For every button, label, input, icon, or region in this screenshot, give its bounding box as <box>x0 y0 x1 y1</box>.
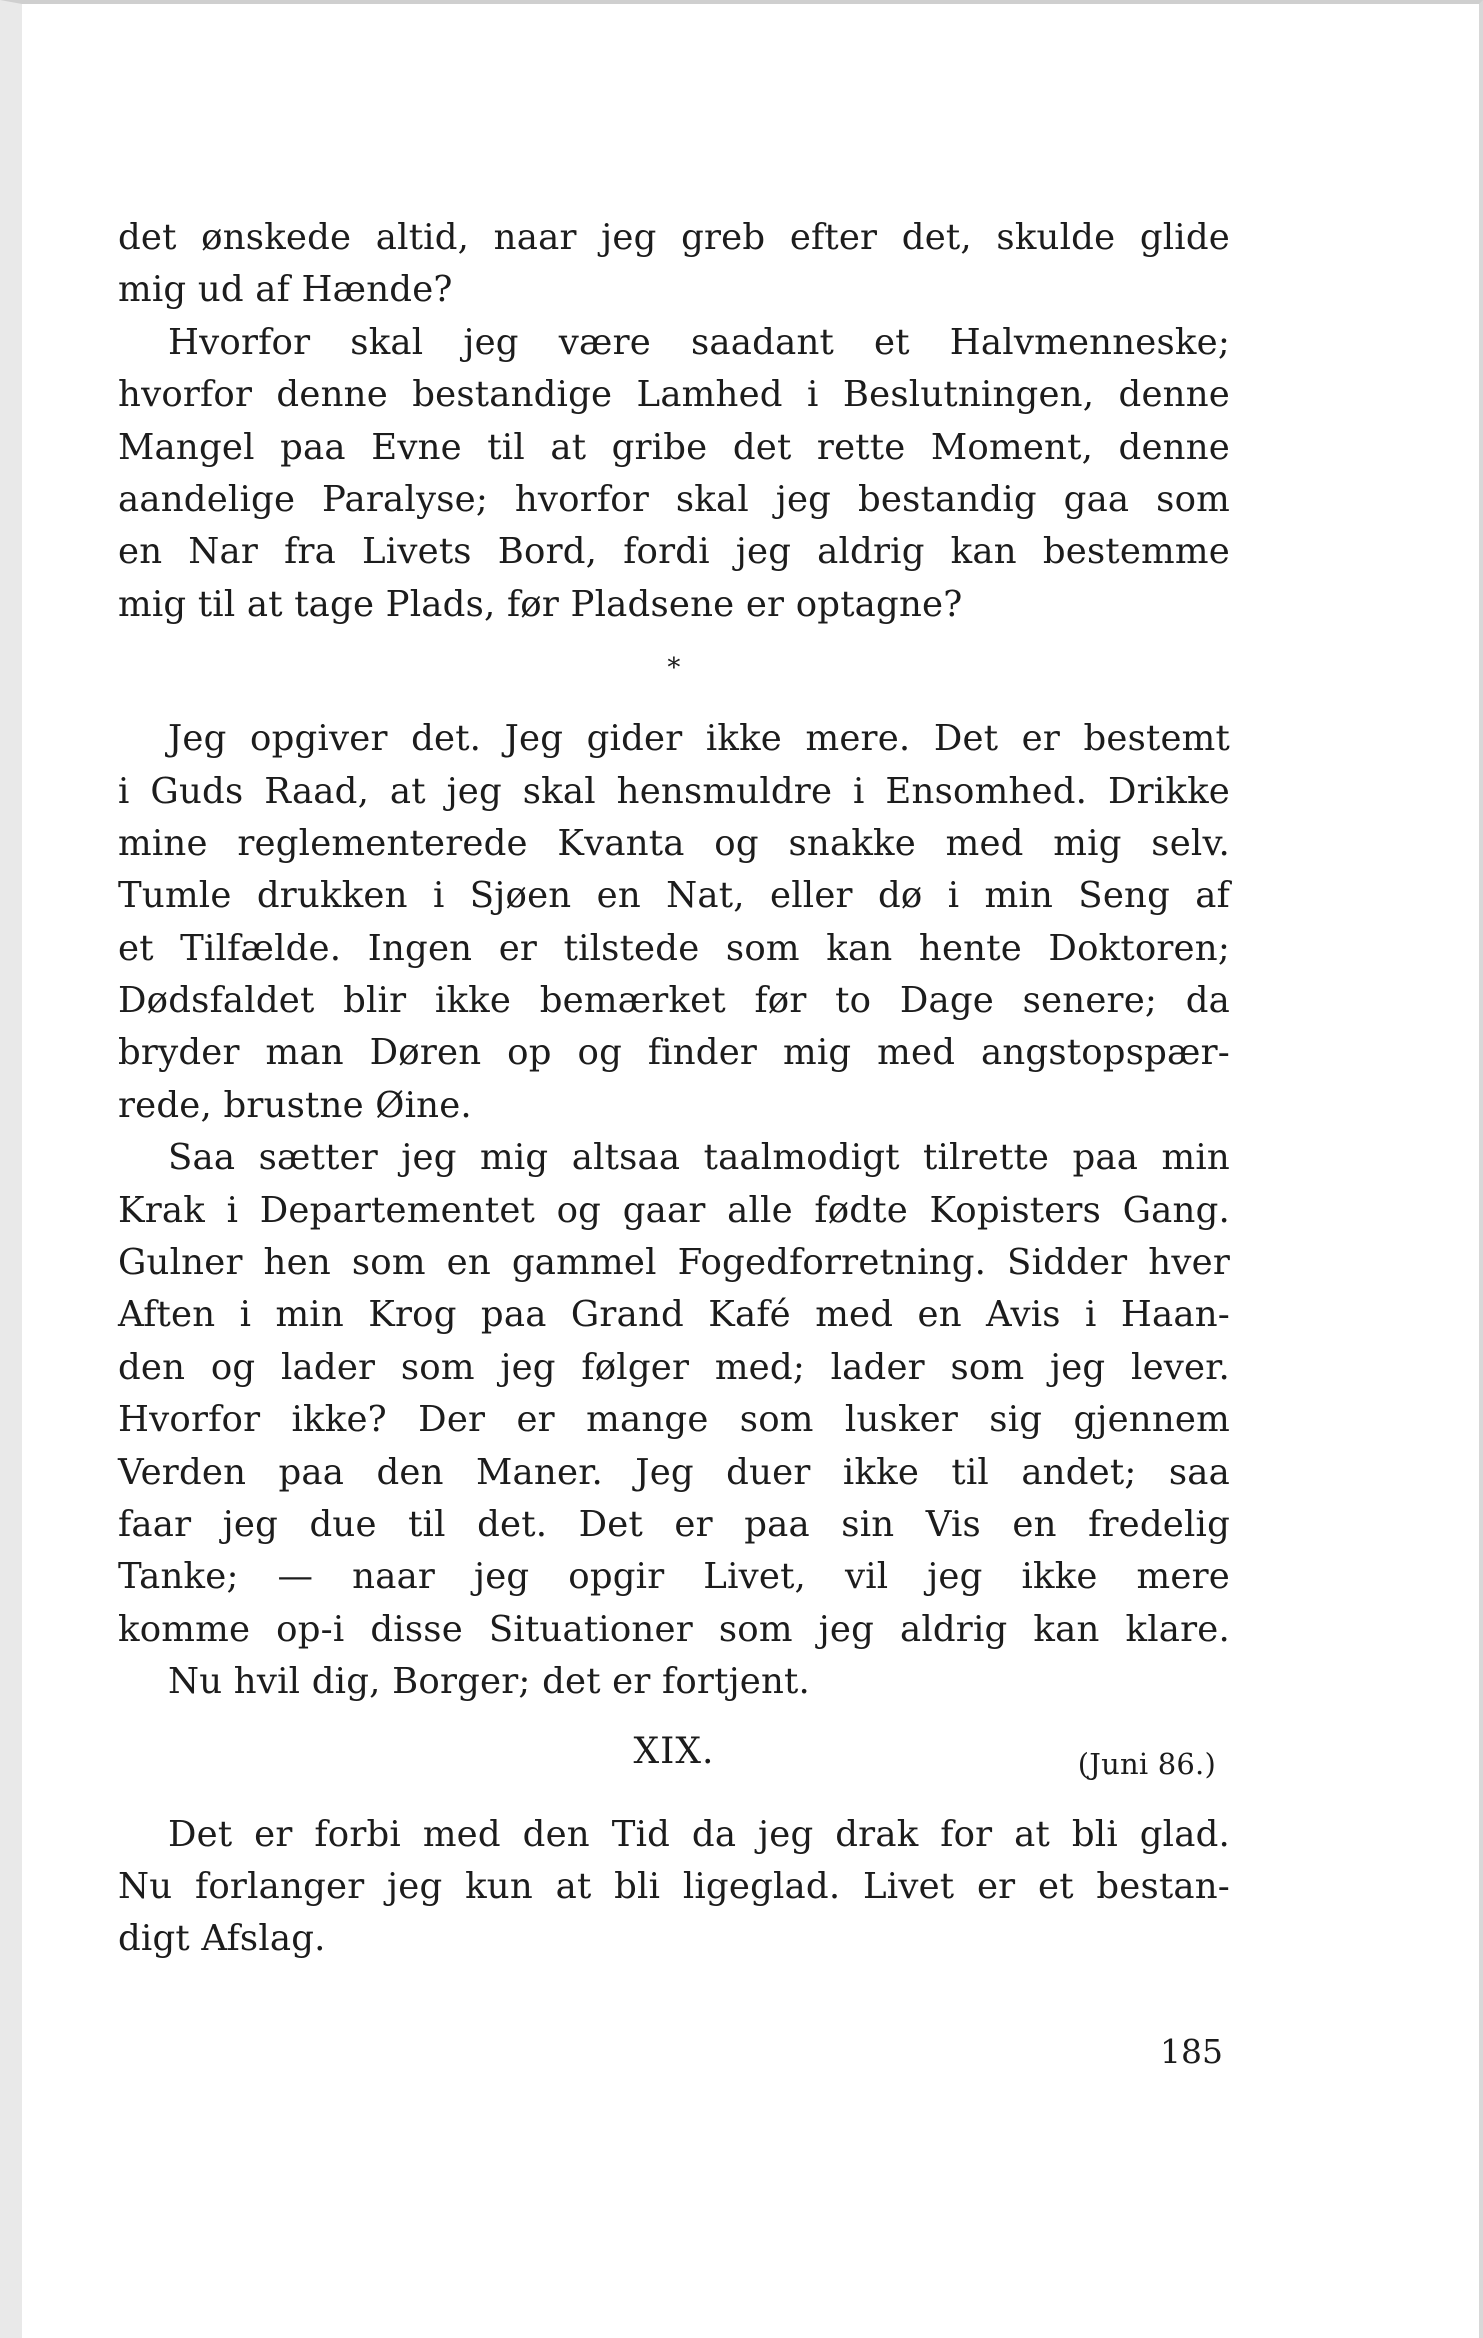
paragraph <box>118 713 1230 1132</box>
text-line: Hvorfor ikke? Der er mange som lusker sig gjennem <box>118 1399 1230 1441</box>
text-line: Jeg opgiver det. Jeg gider ikke mere. Det er bestemt <box>168 718 1230 760</box>
text-line: den og lader som jeg følger med; lader som jeg lever. <box>118 1346 1230 1388</box>
text-line: Dødsfaldet blir ikke bemærket før to Dage senere; da <box>118 980 1230 1022</box>
text-line: hvorfor denne bestandige Lamhed i Beslutningen, denne <box>118 374 1230 416</box>
text-line: Nu hvil dig, Borger; det er fortjent. <box>168 1661 810 1703</box>
paragraph <box>118 1809 1230 1966</box>
text-line: Mangel paa Evne til at gribe det rette Moment, denne <box>118 426 1230 468</box>
text-line: aandelige Paralyse; hvorfor skal jeg bestandig gaa som <box>118 478 1230 520</box>
text-line: mig ud af Hænde? <box>118 269 453 311</box>
paragraph <box>118 1132 1230 1656</box>
text-line: faar jeg due til det. Det er paa sin Vis en fredelig <box>118 1503 1230 1545</box>
section-separator: * <box>667 653 681 684</box>
chapter-number: XIX. <box>633 1730 715 1772</box>
text-line: Tumle drukken i Sjøen en Nat, eller dø i min Seng af <box>118 875 1230 917</box>
text-line: et Tilfælde. Ingen er tilstede som kan hente Doktoren; <box>118 927 1230 969</box>
text-line: i Guds Raad, at jeg skal hensmuldre i Ensomhed. Drikke <box>118 770 1230 812</box>
text-line: det ønskede altid, naar jeg greb efter det, skulde glide <box>118 217 1230 258</box>
page-number: 185 <box>1160 2032 1223 2071</box>
chapter-heading <box>118 1709 1230 1809</box>
text-line: Tanke; — naar jeg opgir Livet, vil jeg ikke mere <box>118 1556 1230 1598</box>
text-line: mig til at tage Plads, før Pladsene er optagne? <box>118 583 963 625</box>
book-page <box>118 212 1230 1966</box>
text-line: Saa sætter jeg mig altsaa taalmodigt tilrette paa min <box>168 1137 1230 1179</box>
text-line: bryder man Døren op og finder mig med angstopspær- <box>118 1032 1230 1074</box>
text-line: Hvorfor skal jeg være saadant et Halvmenneske; <box>168 321 1230 363</box>
text-line: Det er forbi med den Tid da jeg drak for at bli glad. <box>168 1813 1230 1855</box>
text-line: rede, brustne Øine. <box>118 1084 472 1126</box>
chapter-date: (Juni 86.) <box>1077 1746 1216 1781</box>
text-line: Krak i Departementet og gaar alle fødte Kopisters Gang. <box>118 1189 1230 1231</box>
text-line: en Nar fra Livets Bord, fordi jeg aldrig kan bestemme <box>118 531 1230 573</box>
paragraph <box>118 212 1230 317</box>
text-line: digt Afslag. <box>118 1918 326 1960</box>
text-line: mine reglementerede Kvanta og snakke med mig selv. <box>118 822 1230 864</box>
text-line: Verden paa den Maner. Jeg duer ikke til andet; saa <box>118 1451 1230 1493</box>
text-line: Gulner hen som en gammel Fogedforretning. Sidder hver <box>118 1242 1230 1284</box>
paragraph <box>118 317 1230 631</box>
text-line: Aften i min Krog paa Grand Kafé med en Avis i Haan- <box>118 1294 1230 1336</box>
text-line: Nu forlanger jeg kun at bli ligeglad. Livet er et bestan- <box>118 1865 1230 1907</box>
text-line: komme op-i disse Situationer som jeg aldrig kan klare. <box>118 1608 1230 1650</box>
paragraph <box>118 1656 1230 1708</box>
